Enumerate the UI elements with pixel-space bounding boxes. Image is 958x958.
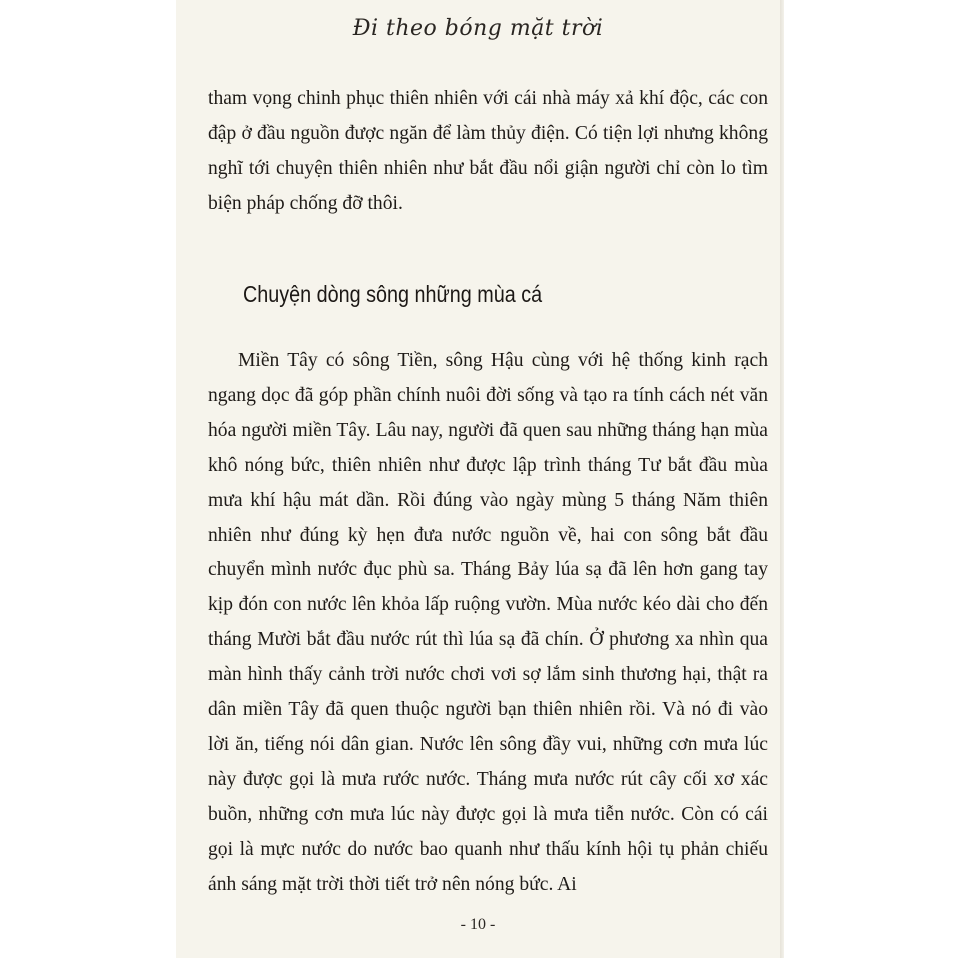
section-heading: Chuyện dòng sông những mùa cá (243, 281, 543, 307)
paragraph-body (208, 344, 768, 903)
page-number: - 10 - (460, 916, 496, 933)
paragraph-text: tham vọng chinh phục thiên nhiên với cái nhà máy xả khí độc, các con đập ở đầu nguồn được ngăn để làm thủy điện. Có tiện lợi nhưng không nghĩ tới chuyện thiên nhiên như bắt đầu nổi giận người chỉ còn lo tìm biện pháp chống đỡ thôi. (208, 88, 768, 214)
running-header: Đi theo bóng mặt trời (352, 16, 604, 41)
paragraph-continued (208, 82, 768, 222)
page-edge (780, 0, 784, 958)
paragraph-text: Miền Tây có sông Tiền, sông Hậu cùng với hệ thống kinh rạch ngang dọc đã góp phần chính nuôi đời sống và tạo ra tính cách nét văn hóa người miền Tây. Lâu nay, người đã quen sau những tháng hạn mùa khô nóng bức, thiên nhiên như được lập trình tháng Tư bắt đầu mùa mưa khí hậu mát dần. Rồi đúng vào ngày mùng 5 tháng Năm thiên nhiên như đúng kỳ hẹn đưa nước nguồn về, hai con sông bắt đầu chuyển mình nước đục phù sa. Tháng Bảy lúa sạ đã lên hơn gang tay kịp đón con nước lên khỏa lấp ruộng vườn. Mùa nước kéo dài cho đến tháng Mười bắt đầu nước rút thì lúa sạ đã chín. Ở phương xa nhìn qua màn hình thấy cảnh trời nước chơi vơi sợ lắm sinh thương hại, thật ra dân miền Tây đã quen thuộc người bạn thiên nhiên rồi. Và nó đi vào lời ăn, tiếng nói dân gian. Nước lên sông đầy vui, những cơn mưa lúc này được gọi là mưa rước nước. Tháng mưa nước rút cây cối xơ xác buồn, những cơn mưa lúc này được gọi là mưa tiễn nước. Còn có cái gọi là mực nước do nước bao quanh như thấu kính hội tụ phản chiếu ánh sáng mặt trời thời tiết trở nên nóng bức. Ai (208, 350, 768, 895)
